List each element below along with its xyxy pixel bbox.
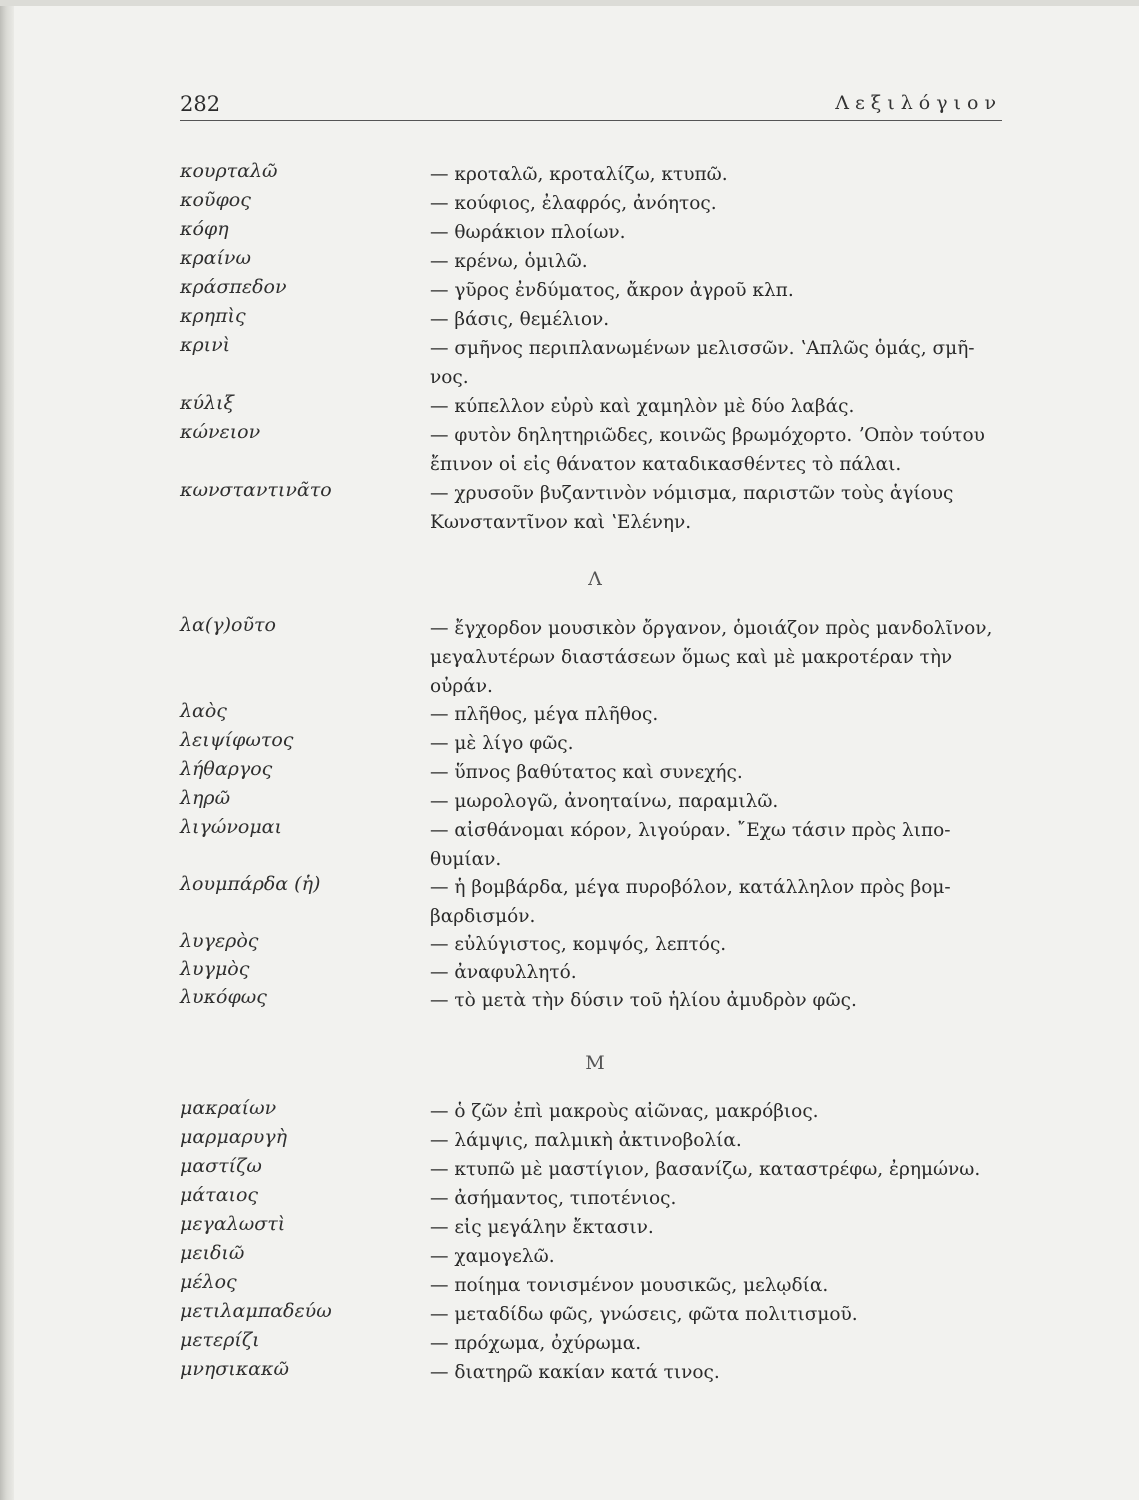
entry-term: λήθαργος — [180, 758, 273, 780]
glossary-entry — [0, 421, 1139, 475]
entry-definition: — ἀναφυλλητό. — [430, 962, 577, 983]
entry-definition: — μὲ λίγο φῶς. — [430, 733, 574, 754]
glossary-entry — [0, 189, 1139, 219]
glossary-entry — [0, 614, 1139, 697]
glossary-entry — [0, 1271, 1139, 1301]
entry-term: κρηπὶς — [180, 305, 246, 327]
entry-definition: — φυτὸν δηλητηριῶδες, κοινῶς βρωμόχορτο. ʼΟπὸν τούτου ἔπινον οἱ εἰς θάνατον καταδικασθέντες τὸ πάλαι. — [430, 425, 985, 475]
page-number: 282 — [180, 92, 221, 116]
glossary-entry — [0, 334, 1139, 388]
entry-term: λυγμὸς — [180, 958, 250, 980]
entry-term: λειψίφωτος — [180, 729, 294, 751]
glossary-entry — [0, 1242, 1139, 1272]
entry-term: κράσπεδον — [180, 276, 287, 298]
glossary-entry — [0, 873, 1139, 927]
glossary-entry — [0, 160, 1139, 190]
entry-definition: — αἰσθάνομαι κόρον, λιγούραν. ῎Εχω τάσιν πρὸς λιπο-θυμίαν. — [430, 820, 951, 870]
entry-definition: — κούφιος, ἐλαφρός, ἀνόητος. — [430, 193, 717, 214]
entry-term: λαὸς — [180, 700, 227, 722]
entry-term: μαστίζω — [180, 1155, 262, 1177]
entry-term: κώνειον — [180, 421, 261, 443]
entry-term: μετιλαμπαδεύω — [180, 1300, 332, 1322]
glossary-entry — [0, 392, 1139, 422]
entry-term: μακραίων — [180, 1097, 277, 1119]
entry-term: κωνσταντινᾶτο — [180, 479, 332, 501]
entry-term: μαρμαρυγὴ — [180, 1126, 287, 1148]
entry-term: λουμπάρδα (ἡ) — [180, 873, 321, 895]
entry-term: κοῦφος — [180, 189, 251, 211]
entry-term: κουρταλῶ — [180, 160, 278, 182]
glossary-entry — [0, 276, 1139, 306]
entry-term: κύλιξ — [180, 392, 234, 414]
entry-definition: — εἰς μεγάλην ἔκτασιν. — [430, 1217, 654, 1238]
entry-term: λιγώνομαι — [180, 816, 282, 838]
page-top-edge — [0, 0, 1139, 6]
entry-definition: — βάσις, θεμέλιον. — [430, 309, 610, 330]
entry-definition: — ἀσήμαντος, τιποτένιος. — [430, 1188, 677, 1209]
glossary-entry — [0, 1184, 1139, 1214]
entry-definition: — κροταλῶ, κροταλίζω, κτυπῶ. — [430, 164, 728, 185]
entry-term: λυγερὸς — [180, 930, 259, 952]
entry-term: κόφη — [180, 218, 229, 240]
entry-definition: — λάμψις, παλμικὴ ἀκτινοβολία. — [430, 1130, 742, 1151]
entry-definition: — χαμογελῶ. — [430, 1246, 555, 1267]
glossary-entry — [0, 1358, 1139, 1388]
glossary-entry — [0, 930, 1139, 960]
entry-definition: — κρένω, ὁμιλῶ. — [430, 251, 588, 272]
entry-term: λα(γ)οῦτο — [180, 614, 276, 636]
glossary-entry — [0, 1329, 1139, 1359]
entry-term: μνησικακῶ — [180, 1358, 289, 1380]
glossary-entry — [0, 1155, 1139, 1185]
section-letter: Μ — [585, 1052, 605, 1074]
entry-definition: — ποίημα τονισμένον μουσικῶς, μελῳδία. — [430, 1275, 829, 1296]
glossary-entry — [0, 958, 1139, 988]
entry-definition: — γῦρος ἐνδύματος, ἄκρον ἀγροῦ κλπ. — [430, 280, 794, 301]
entry-term: μάταιος — [180, 1184, 259, 1206]
glossary-entry — [0, 700, 1139, 730]
entry-definition: — ὕπνος βαθύτατος καὶ συνεχής. — [430, 762, 743, 783]
entry-definition: — εὐλύγιστος, κομψός, λεπτός. — [430, 934, 727, 955]
glossary-entry — [0, 305, 1139, 335]
glossary-entry — [0, 787, 1139, 817]
entry-term: μετερίζι — [180, 1329, 260, 1351]
glossary-entry — [0, 729, 1139, 759]
glossary-entry — [0, 816, 1139, 870]
entry-definition: — μωρολογῶ, ἀνοηταίνω, παραμιλῶ. — [430, 791, 779, 812]
glossary-entry — [0, 986, 1139, 1016]
entry-definition: — ἡ βομβάρδα, μέγα πυροβόλον, κατάλληλον πρὸς βομ-βαρδισμόν. — [430, 877, 951, 927]
entry-definition: — τὸ μετὰ τὴν δύσιν τοῦ ἡλίου ἀμυδρὸν φῶς. — [430, 990, 857, 1011]
entry-term: μειδιῶ — [180, 1242, 245, 1264]
entry-term: κραίνω — [180, 247, 251, 269]
entry-term: κρινὶ — [180, 334, 231, 356]
entry-term: μεγαλωστὶ — [180, 1213, 286, 1235]
entry-definition: — χρυσοῦν βυζαντινὸν νόμισμα, παριστῶν τοὺς ἁγίους Κωνσταντῖνον καὶ ʽΕλένην. — [430, 483, 954, 533]
entry-term: μέλος — [180, 1271, 237, 1293]
glossary-entry — [0, 247, 1139, 277]
entry-definition: — διατηρῶ κακίαν κατά τινος. — [430, 1362, 720, 1383]
entry-definition: — πρόχωμα, ὀχύρωμα. — [430, 1333, 642, 1354]
entry-definition: — κύπελλον εὐρὺ καὶ χαμηλὸν μὲ δύο λαβάς. — [430, 396, 855, 417]
section-letter: Λ — [588, 568, 602, 590]
entry-definition: — σμῆνος περιπλανωμένων μελισσῶν. ʽΑπλῶς ὁμάς, σμῆ-νος. — [430, 338, 975, 388]
glossary-entry — [0, 1300, 1139, 1330]
entry-term: ληρῶ — [180, 787, 231, 809]
page-header — [180, 90, 1002, 121]
entry-definition: — μεταδίδω φῶς, γνώσεις, φῶτα πολιτισμοῦ. — [430, 1304, 858, 1325]
glossary-entry — [0, 1213, 1139, 1243]
entry-definition: — πλῆθος, μέγα πλῆθος. — [430, 704, 659, 725]
glossary-entry — [0, 218, 1139, 248]
entry-definition: — θωράκιον πλοίων. — [430, 222, 626, 243]
glossary-entry — [0, 479, 1139, 533]
entry-definition: — ἔγχορδον μουσικὸν ὄργανον, ὁμοιάζον πρὸς μανδολῖνον, μεγαλυτέρων διαστάσεων ὅμως καὶ μὲ μακροτέραν τὴν οὐράν. — [430, 618, 993, 697]
entry-definition: — κτυπῶ μὲ μαστίγιον, βασανίζω, καταστρέφω, ἐρημώνω. — [430, 1159, 981, 1180]
glossary-entry — [0, 758, 1139, 788]
glossary-entry — [0, 1097, 1139, 1127]
glossary-entry — [0, 1126, 1139, 1156]
entry-definition: — ὁ ζῶν ἐπὶ μακροὺς αἰῶνας, μακρόβιος. — [430, 1101, 819, 1122]
entry-term: λυκόφως — [180, 986, 267, 1008]
running-title: Λεξιλόγιον — [835, 92, 1002, 114]
